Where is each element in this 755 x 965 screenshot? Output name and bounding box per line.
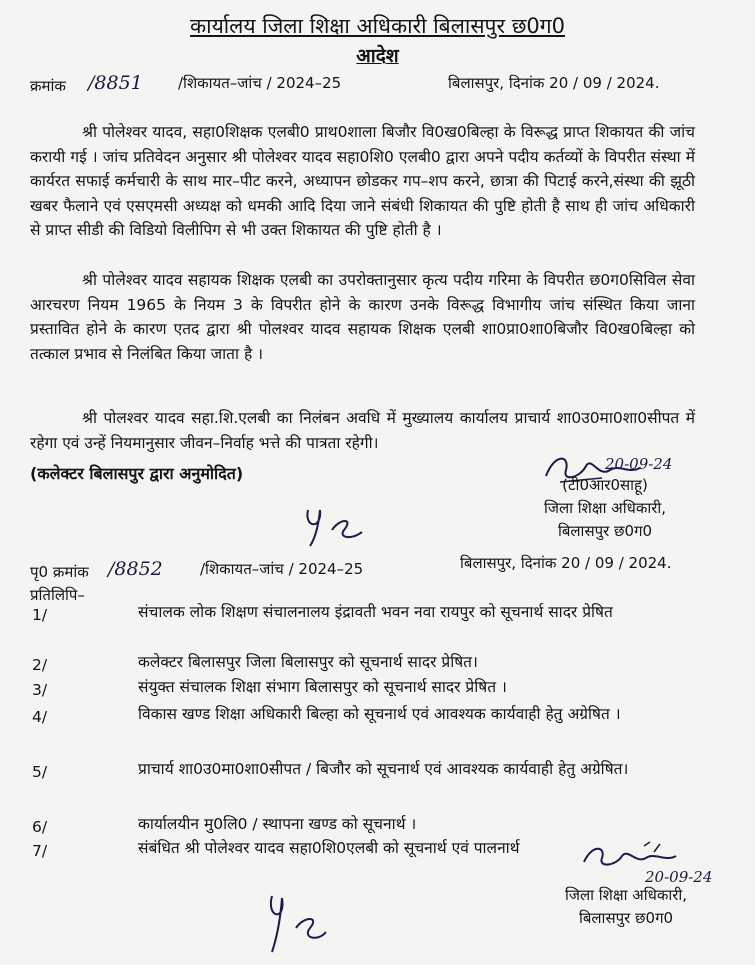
endorsement-number: /8852 — [108, 558, 163, 580]
order-place-date: बिलासपुर, दिनांक 20 / 09 / 2024. — [448, 74, 660, 92]
officer-place: बिलासपुर छ0ग0 — [578, 909, 674, 927]
order-document: कार्यालय जिला शिक्षा अधिकारी बिलासपुर छ0ग0 आदेश क्रमांक /8851 /शिकायत–जांच / 2024–25 बिलासपुर, दिनांक 20 / 09 / 2024. श्री पोलेश्वर यादव, सहा0शिक्षक एलबी0 प्राथ0शाला बिजौर वि0ख0बिल्हा के विरूद्ध प्राप्त शिकायत की जांच करायी गई । जांच प्रतिवेदन अनुसार श्री पोलेश्वर यादव सहा0शि0 एलबी0 द्वारा अपने पदीय कर्तव्यों के विपरीत संस्था में कार्यरत सफाई कर्मचारी के साथ मार–पीट करने, अध्यापन छोडकर गप–शप करने, छात्रा की पिटाई करने,संस्था की झूठी खबर फैलाने एवं एसएमसी अध्यक्ष को धमकी आदि दिया जाने संबंधी शिकायत की पुष्टि होती है साथ ही जांच अधिकारी से प्राप्त सीडी की विडियो विलीपिग से भी उक्त शिकायत की पुष्टि होती है । श्री पोलेश्वर यादव सहायक शिक्षक एलबी का उपरोक्तानुसार कृत्य पदीय गरिमा के विपरीत छ0ग0सिविल सेवा आरचरण नियम 1965 के नियम 3 के विपरीत होने के कारण उनके विरूद्ध विभागीय जांच संस्थित किया जाना प्रस्तावित होने के कारण एतद द्वारा श्री पोलश्वर यादव सहायक शिक्षक एलबी शा0प्रा0शा0बिजौर वि0ख0बिल्हा को तत्काल प्रभाव से निलंबित किया जाता है । श्री पोलश्वर यादव सहा.शि.एलबी का निलंबन अवधि में मुख्यालय कार्यालय प्राचार्य शा0उ0मा0शा0सीपत में रहेगा एवं उन्हें नियमानुसार जीवन–निर्वाह भत्ते की पात्रता रहेगी। (कलेक्टर बिलासपुर द्वारा अनुमोदित) 20-09-24 (टी0आर0साहू) जिला शिक्षा अधिकारी, बिलासपुर छ0ग0 पृ0 क्रमांक /8852 /शिकायत–जांच / 2024–25 बिलासपुर, दिनांक 20 / 09 / 2024. प्रतिलिपि– 1/ संचालक लोक शिक्षण संचालनालय इंद्रावती भवन नवा रायपुर को सूचनार्थ सादर प्रेषित 2/ कलेक्टर बिलासपुर जिला बिलासपुर को सूचनार्थ सादर प्रेषित। 3/ संयुक्त संचालक शिक्षा संभाग बिलासपुर को सूचनार्थ सादर प्रेषित । 4/ विकास खण्ड शिक्षा अधिकारी बिल्हा को सूचनार्थ एवं आवश्यक कार्यवाही हेतु अग्रेषित । 5/ प्राचार्य शा0उ0मा0शा0सीपत / बिजौर को सूचनार्थ एवं आवश्यक कार्यवाही हेतु अग्रेषित। 6/ कार्यालयीन मु0लि0 / स्थापना खण्ड को सूचनार्थ । 7/ संबंधित श्री पोलेश्वर यादव सहा0शि0एलबी को सूचनार्थ एवं पालनार्थ 20-09-24 जिला शिक्षा अधिकारी, बिलासपुर छ0ग0 — [0, 0, 755, 965]
copy-item-text: विकास खण्ड शिक्षा अधिकारी बिल्हा को सूचनार्थ एवं आवश्यक कार्यवाही हेतु अग्रेषित । — [138, 705, 621, 723]
initials-scrawl-1 — [300, 500, 370, 548]
signature-block-1 — [520, 474, 690, 543]
copy-item-text: कार्यालयीन मु0लि0 / स्थापना खण्ड को सूचनार्थ । — [138, 815, 417, 833]
copy-item-text: संचालक लोक शिक्षण संचालनालय इंद्रावती भवन नवा रायपुर को सूचनार्थ सादर प्रेषित — [138, 603, 613, 621]
paragraph-headquarters: श्री पोलश्वर यादव सहा.शि.एलबी का निलंबन अवधि में मुख्यालय कार्यालय प्राचार्य शा0उ0मा0शा0सीपत में रहेगा एवं उन्हें नियमानुसार जीवन–निर्वाह भत्ते की पात्रता रहेगी। — [30, 409, 695, 452]
signature-block-2 — [536, 884, 716, 930]
paragraph-complaint: श्री पोलेश्वर यादव, सहा0शिक्षक एलबी0 प्राथ0शाला बिजौर वि0ख0बिल्हा के विरूद्ध प्राप्त शिकायत की जांच करायी गई । जांच प्रतिवेदन अनुसार श्री पोलेश्वर यादव सहा0शि0 एलबी0 द्वारा अपने पदीय कर्तव्यों के विपरीत संस्था में कार्यरत सफाई कर्मचारी के साथ मार–पीट करने, अध्यापन छोडकर गप–शप करने, छात्रा की पिटाई करने,संस्था की झूठी खबर फैलाने एवं एसएमसी अध्यक्ष को धमकी आदि दिया जाने संबंधी शिकायत की पुष्टि होती है साथ ही जांच अधिकारी से प्राप्त सीडी की विडियो विलीपिग से भी उक्त शिकायत की पुष्टि होती है । — [30, 123, 695, 240]
endorsement-number-label: पृ0 क्रमांक — [30, 563, 89, 581]
paragraph-suspension: श्री पोलेश्वर यादव सहायक शिक्षक एलबी का उपरोक्तानुसार कृत्य पदीय गरिमा के विपरीत छ0ग0सिविल सेवा आरचरण नियम 1965 के नियम 3 के विपरीत होने के कारण उनके विरूद्ध विभागीय जांच संस्थित किया जाना प्रस्तावित होने के कारण एतद द्वारा श्री पोलश्वर यादव सहायक शिक्षक एलबी शा0प्रा0शा0बिजौर वि0ख0बिल्हा को तत्काल प्रभाव से निलंबित किया जाता है । — [30, 271, 695, 363]
signature-1-date: 20-09-24 — [605, 455, 673, 473]
endorsement-file-ref: /शिकायत–जांच / 2024–25 — [200, 560, 364, 578]
initials-scrawl-2 — [262, 888, 332, 958]
officer-designation: जिला शिक्षा अधिकारी, — [564, 886, 688, 904]
order-heading: आदेश — [356, 45, 399, 67]
copy-item-text: संबंधित श्री पोलेश्वर यादव सहा0शि0एलबी को सूचनार्थ एवं पालनार्थ — [138, 839, 520, 857]
officer-name: (टी0आर0साहू) — [562, 476, 648, 494]
signature-2-date: 20-09-24 — [645, 868, 713, 886]
endorsement-place-date: बिलासपुर, दिनांक 20 / 09 / 2024. — [460, 554, 672, 572]
copy-item-text: कलेक्टर बिलासपुर जिला बिलासपुर को सूचनार्थ सादर प्रेषित। — [138, 653, 478, 671]
officer-designation: जिला शिक्षा अधिकारी, — [543, 499, 667, 517]
officer-place: बिलासपुर छ0ग0 — [557, 522, 653, 540]
copy-item-text: संयुक्त संचालक शिक्षा संभाग बिलासपुर को सूचनार्थ सादर प्रेषित । — [138, 678, 507, 696]
copy-item-text: प्राचार्य शा0उ0मा0शा0सीपत / बिजौर को सूचनार्थ एवं आवश्यक कार्यवाही हेतु अग्रेषित। — [138, 760, 629, 778]
order-number-value: 8851 — [94, 72, 143, 94]
copy-heading: प्रतिलिपि– — [30, 586, 85, 604]
order-number-label: क्रमांक — [30, 77, 66, 95]
order-file-ref: /शिकायत–जांच / 2024–25 — [178, 74, 342, 92]
collector-approval: (कलेक्टर बिलासपुर द्वारा अनुमोदित) — [30, 464, 244, 483]
order-number: /8851 — [88, 72, 143, 94]
endorsement-number-value: 8852 — [114, 558, 163, 580]
office-title: कार्यालय जिला शिक्षा अधिकारी बिलासपुर छ0ग0 — [190, 14, 565, 38]
